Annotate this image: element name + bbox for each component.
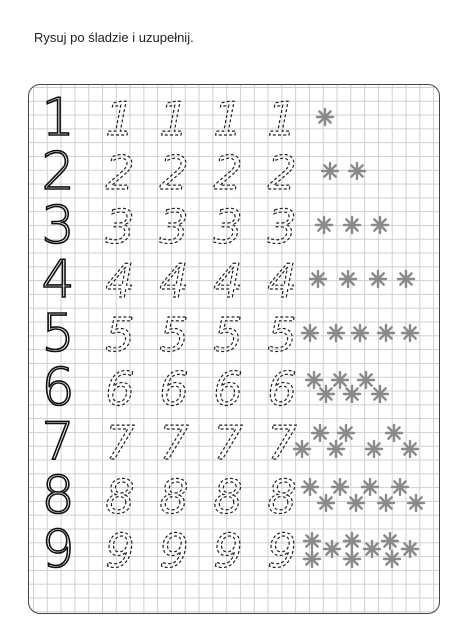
asterisk-star-icon bbox=[318, 386, 334, 402]
trace-digit-4[interactable]: 4 bbox=[105, 254, 135, 308]
asterisk-star-icon bbox=[402, 541, 418, 557]
asterisk-star-icon bbox=[408, 495, 424, 511]
model-digit-2: 2 bbox=[41, 142, 75, 202]
trace-digit-8[interactable]: 8 bbox=[159, 470, 189, 524]
asterisk-star-icon bbox=[344, 533, 360, 549]
asterisk-star-icon bbox=[349, 163, 365, 179]
asterisk-star-icon bbox=[402, 325, 418, 341]
trace-digit-8[interactable]: 8 bbox=[213, 470, 243, 524]
trace-digit-6[interactable]: 6 bbox=[213, 362, 243, 416]
asterisk-star-icon bbox=[372, 386, 388, 402]
asterisk-star-icon bbox=[318, 495, 334, 511]
trace-digit-5[interactable]: 5 bbox=[105, 308, 135, 362]
asterisk-star-icon bbox=[392, 479, 408, 495]
asterisk-star-icon bbox=[378, 325, 394, 341]
model-digit-6: 6 bbox=[41, 358, 75, 418]
trace-digit-1[interactable]: 1 bbox=[105, 92, 135, 146]
asterisk-star-icon bbox=[322, 163, 338, 179]
asterisk-star-icon bbox=[372, 217, 388, 233]
trace-digit-6[interactable]: 6 bbox=[105, 362, 135, 416]
trace-digit-3[interactable]: 3 bbox=[267, 200, 297, 254]
trace-digit-7[interactable]: 7 bbox=[159, 416, 189, 470]
asterisk-star-icon bbox=[344, 386, 360, 402]
asterisk-star-icon bbox=[386, 425, 402, 441]
trace-digit-4[interactable]: 4 bbox=[159, 254, 189, 308]
trace-digit-2[interactable]: 2 bbox=[267, 146, 297, 200]
asterisk-star-icon bbox=[364, 541, 380, 557]
trace-digit-9[interactable]: 9 bbox=[213, 524, 243, 578]
asterisk-star-icon bbox=[310, 271, 326, 287]
model-digit-4: 4 bbox=[41, 250, 75, 310]
trace-digit-3[interactable]: 3 bbox=[159, 200, 189, 254]
asterisk-star-icon bbox=[402, 441, 418, 457]
trace-digit-7[interactable]: 7 bbox=[267, 416, 297, 470]
asterisk-star-icon bbox=[306, 372, 322, 388]
trace-digit-5[interactable]: 5 bbox=[213, 308, 243, 362]
trace-digit-7[interactable]: 7 bbox=[213, 416, 243, 470]
trace-digit-2[interactable]: 2 bbox=[159, 146, 189, 200]
trace-digit-6[interactable]: 6 bbox=[267, 362, 297, 416]
model-digit-7: 7 bbox=[41, 412, 75, 472]
asterisk-star-icon bbox=[358, 372, 374, 388]
model-digit-8: 8 bbox=[41, 466, 75, 526]
trace-digit-3[interactable]: 3 bbox=[213, 200, 243, 254]
model-digit-9: 9 bbox=[41, 520, 75, 580]
asterisk-star-icon bbox=[294, 441, 310, 457]
trace-digit-1[interactable]: 1 bbox=[267, 92, 297, 146]
asterisk-star-icon bbox=[328, 441, 344, 457]
trace-digit-6[interactable]: 6 bbox=[159, 362, 189, 416]
asterisk-star-icon bbox=[302, 325, 318, 341]
asterisk-star-icon bbox=[304, 533, 320, 549]
trace-digit-9[interactable]: 9 bbox=[267, 524, 297, 578]
asterisk-star-icon bbox=[328, 325, 344, 341]
asterisk-star-icon bbox=[332, 372, 348, 388]
trace-digit-5[interactable]: 5 bbox=[159, 308, 189, 362]
asterisk-star-icon bbox=[362, 479, 378, 495]
asterisk-star-icon bbox=[312, 425, 328, 441]
asterisk-star-icon bbox=[344, 217, 360, 233]
asterisk-star-icon bbox=[370, 271, 386, 287]
asterisk-star-icon bbox=[317, 109, 333, 125]
trace-digit-4[interactable]: 4 bbox=[213, 254, 243, 308]
instruction-text: Rysuj po śladzie i uzupełnij. bbox=[34, 30, 194, 45]
trace-digit-5[interactable]: 5 bbox=[267, 308, 297, 362]
model-digit-5: 5 bbox=[41, 304, 75, 364]
trace-digit-1[interactable]: 1 bbox=[159, 92, 189, 146]
trace-digit-9[interactable]: 9 bbox=[105, 524, 135, 578]
trace-digit-8[interactable]: 8 bbox=[105, 470, 135, 524]
trace-digit-7[interactable]: 7 bbox=[105, 416, 135, 470]
asterisk-star-icon bbox=[304, 551, 320, 567]
asterisk-star-icon bbox=[366, 441, 382, 457]
asterisk-star-icon bbox=[382, 533, 398, 549]
asterisk-star-icon bbox=[352, 325, 368, 341]
asterisk-star-icon bbox=[340, 271, 356, 287]
asterisk-star-icon bbox=[332, 479, 348, 495]
trace-digit-8[interactable]: 8 bbox=[267, 470, 297, 524]
model-digit-3: 3 bbox=[41, 196, 75, 256]
asterisk-star-icon bbox=[338, 425, 354, 441]
asterisk-star-icon bbox=[324, 541, 340, 557]
trace-digit-9[interactable]: 9 bbox=[159, 524, 189, 578]
trace-digit-4[interactable]: 4 bbox=[267, 254, 297, 308]
trace-digit-3[interactable]: 3 bbox=[105, 200, 135, 254]
asterisk-star-icon bbox=[344, 551, 360, 567]
trace-digit-2[interactable]: 2 bbox=[213, 146, 243, 200]
trace-digit-1[interactable]: 1 bbox=[213, 92, 243, 146]
model-digit-1: 1 bbox=[41, 88, 75, 148]
asterisk-star-icon bbox=[302, 479, 318, 495]
asterisk-star-icon bbox=[316, 217, 332, 233]
trace-digit-2[interactable]: 2 bbox=[105, 146, 135, 200]
asterisk-star-icon bbox=[384, 551, 400, 567]
asterisk-star-icon bbox=[348, 495, 364, 511]
asterisk-star-icon bbox=[398, 271, 414, 287]
asterisk-star-icon bbox=[378, 495, 394, 511]
